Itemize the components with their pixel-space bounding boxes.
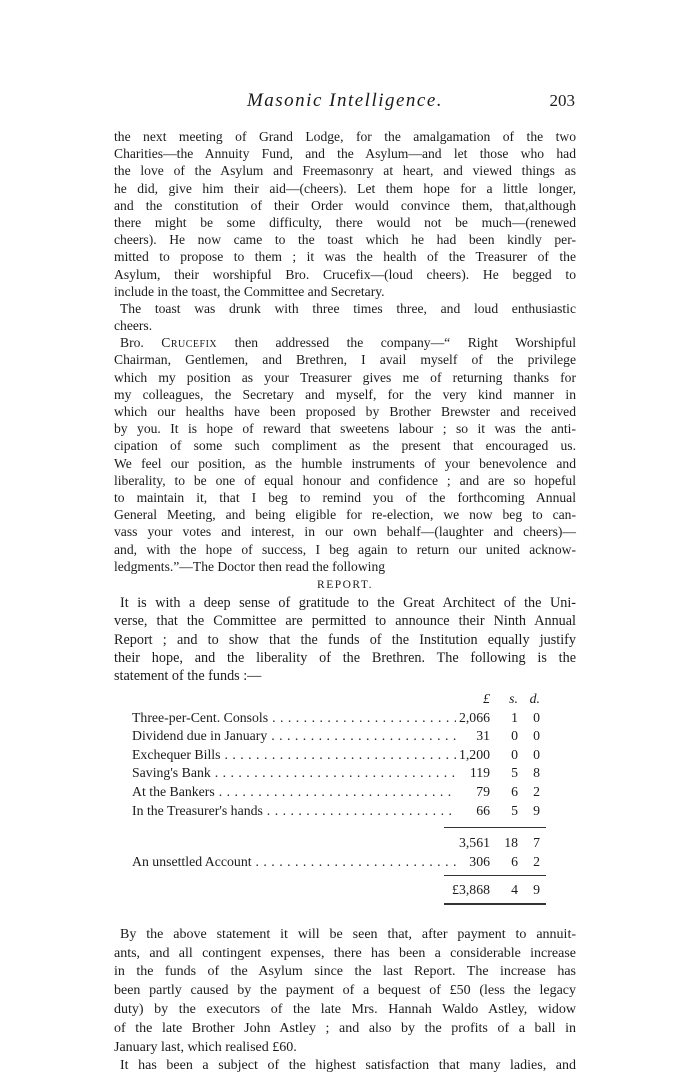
fund-shillings: 0 bbox=[511, 728, 518, 744]
text-line: and, with the hope of success, I beg again to return our united acknow- bbox=[114, 541, 576, 557]
text-line: duty) by the executors of the late Mrs. Hannah Waldo Astley, widow bbox=[114, 1002, 576, 1018]
fund-shillings: 6 bbox=[511, 783, 518, 799]
pence-header: d. bbox=[529, 690, 540, 706]
page-header bbox=[115, 90, 575, 114]
report-heading: REPORT. bbox=[317, 578, 373, 591]
currency-header bbox=[114, 690, 576, 709]
fund-shillings: 5 bbox=[511, 802, 518, 818]
subtotal-rule bbox=[444, 827, 546, 828]
article-body bbox=[114, 128, 576, 1076]
subtotal-shillings: 18 bbox=[504, 835, 518, 851]
fund-row bbox=[114, 783, 576, 802]
text-line: in the funds of the Asylum since the last Report. The increase has bbox=[114, 964, 576, 980]
speech-paragraph bbox=[114, 128, 576, 300]
text-line: to maintain it, that I beg to remind you of the forthcoming Annual bbox=[114, 489, 576, 505]
fund-row bbox=[114, 802, 576, 821]
double-rule-gap bbox=[114, 900, 576, 908]
fund-label: Exchequer Bills . . . bbox=[132, 746, 456, 763]
text-line: my colleagues, the Secretary and myself, for the very kind manner in bbox=[114, 386, 576, 402]
text-line: Report ; and to show that the funds of the Institution equally justify bbox=[114, 631, 576, 648]
text-line: cheers. bbox=[114, 318, 153, 334]
text-line bbox=[114, 334, 576, 351]
text-line: statement of the funds :— bbox=[114, 668, 262, 685]
total-shillings: 4 bbox=[511, 882, 518, 898]
shillings-header: s. bbox=[509, 690, 518, 706]
page-number: 203 bbox=[549, 91, 575, 110]
text-line: been partly caused by the payment of a bequest of £50 (less the legacy bbox=[114, 983, 576, 999]
text-line: cipation of some such compliment as the present that encouraged us. bbox=[114, 438, 576, 454]
text-line: the love of the Asylum and Freemasonry at heart, and viewed things as bbox=[114, 163, 576, 179]
unsettled-row bbox=[114, 853, 576, 872]
text-line: Chairman, Gentlemen, and Brethren, I avail myself of the privilege bbox=[114, 352, 576, 368]
text-line: ledgments.”—The Doctor then read the following bbox=[114, 558, 386, 574]
text-line: by you. It is hope of reward that sweetens labour ; so it was the anti- bbox=[114, 421, 576, 437]
pounds-header: £ bbox=[483, 690, 490, 706]
fund-pounds: 79 bbox=[476, 783, 490, 799]
text-line: ants, and all contingent expenses, there has been a considerable increase bbox=[114, 945, 576, 961]
text-line: the next meeting of Grand Lodge, for the amalgamation of the two bbox=[114, 129, 576, 144]
unsettled-pounds: 306 bbox=[469, 853, 490, 869]
text-line: which my position as your Treasurer gives me of returning thanks for bbox=[114, 369, 576, 385]
text-line: It is with a deep sense of gratitude to the Great Architect of the Uni- bbox=[120, 595, 576, 612]
text-line: and the constitution of their Order would convince them, that,although bbox=[114, 197, 576, 213]
text-line: which our healths have been proposed by Brother Brewster and received bbox=[114, 404, 576, 419]
fund-pence: 0 bbox=[533, 728, 540, 744]
fund-pounds: 31 bbox=[476, 728, 490, 744]
fund-shillings: 1 bbox=[511, 709, 518, 725]
text-line: of the late Brother John Astley ; and also by the profits of a ball in bbox=[114, 1020, 576, 1036]
fund-row bbox=[114, 709, 576, 728]
text-line: their hope, and the liberality of the Brethren. The following is the bbox=[114, 649, 576, 666]
subtotal-gap bbox=[114, 820, 576, 834]
total-rule bbox=[444, 875, 546, 876]
speech-prefix: Bro. bbox=[120, 335, 162, 351]
running-title: Masonic Intelligence. bbox=[246, 90, 444, 111]
fund-label: Three-per-Cent. Consols . . . bbox=[132, 709, 456, 726]
fund-pounds: 1,200 bbox=[458, 746, 490, 762]
text-line: he did, give him their aid—(cheers). Let them hope for a little longer, bbox=[114, 180, 576, 196]
text-line: mitted to propose to them ; it was the health of the Treasurer of the bbox=[114, 249, 576, 265]
speaker-name: Crucefix bbox=[161, 335, 218, 351]
fund-row bbox=[114, 727, 576, 746]
fund-pounds: 119 bbox=[469, 765, 490, 781]
subtotal-pence: 7 bbox=[533, 835, 540, 851]
funds-statement bbox=[114, 690, 576, 908]
fund-label: Dividend due in January . . . bbox=[132, 727, 456, 744]
text-line: liberality, to be one of equal honour and confidence ; and are so hopeful bbox=[114, 472, 576, 488]
fund-label: In the Treasurer's hands . . . bbox=[132, 802, 456, 819]
total-pounds: £3,868 bbox=[452, 882, 490, 898]
subtotal-row bbox=[114, 834, 576, 853]
total-gap bbox=[114, 871, 576, 881]
total-pence: 9 bbox=[533, 882, 540, 898]
text-line: cheers). He now came to the toast which he had been kindly per- bbox=[114, 232, 576, 248]
unsettled-label: An unsettled Account . . . bbox=[132, 853, 456, 870]
speech-opening: then addressed the company—“ Right Worshipful bbox=[217, 335, 576, 351]
fund-shillings: 5 bbox=[511, 765, 518, 781]
fund-pence: 8 bbox=[533, 765, 540, 781]
text-line: The toast was drunk with three times three, and loud enthusiastic bbox=[120, 300, 576, 316]
subtotal-pounds: 3,561 bbox=[458, 835, 490, 851]
fund-row bbox=[114, 764, 576, 783]
text-line: there might be some difficulty, there would not be much—(renewed bbox=[114, 214, 576, 230]
fund-pounds: 2,066 bbox=[458, 709, 490, 725]
total-double-rule bbox=[444, 903, 546, 907]
text-line: General Meeting, and being eligible for re-election, we now beg to can- bbox=[114, 507, 576, 523]
fund-pence: 9 bbox=[533, 802, 540, 818]
text-line: verse, that the Committee are permitted to announce their Ninth Annual bbox=[114, 613, 576, 630]
text-line: January last, which realised £60. bbox=[114, 1039, 297, 1055]
text-line: vass your votes and interest, in our own behalf—(laughter and cheers)— bbox=[114, 524, 576, 540]
text-line: By the above statement it will be seen that, after payment to annuit- bbox=[120, 926, 576, 942]
toast-paragraph bbox=[114, 300, 576, 334]
fund-label: At the Bankers . . . bbox=[132, 783, 456, 800]
fund-row bbox=[114, 746, 576, 765]
text-line: include in the toast, the Committee and Secretary. bbox=[114, 283, 385, 299]
text-line: It has been a subject of the highest satisfaction that many ladies, and bbox=[120, 1058, 576, 1074]
report-continuation bbox=[114, 926, 576, 1076]
fund-pence: 0 bbox=[533, 746, 540, 762]
fund-pounds: 66 bbox=[476, 802, 490, 818]
crucefix-speech bbox=[114, 334, 576, 575]
fund-pence: 0 bbox=[533, 709, 540, 725]
report-intro bbox=[114, 594, 576, 685]
text-line: We feel our position, as the humble instruments of your benevolence and bbox=[114, 455, 576, 471]
text-line: Asylum, their worshipful Bro. Crucefix—(loud cheers). He begged to bbox=[114, 266, 576, 282]
text-line: Charities—the Annuity Fund, and the Asylum—and let those who had bbox=[114, 146, 576, 162]
fund-shillings: 0 bbox=[511, 746, 518, 762]
unsettled-shillings: 6 bbox=[511, 853, 518, 869]
fund-label: Saving's Bank . . . bbox=[132, 764, 456, 781]
fund-pence: 2 bbox=[533, 783, 540, 799]
unsettled-pence: 2 bbox=[533, 853, 540, 869]
total-row bbox=[114, 881, 576, 900]
